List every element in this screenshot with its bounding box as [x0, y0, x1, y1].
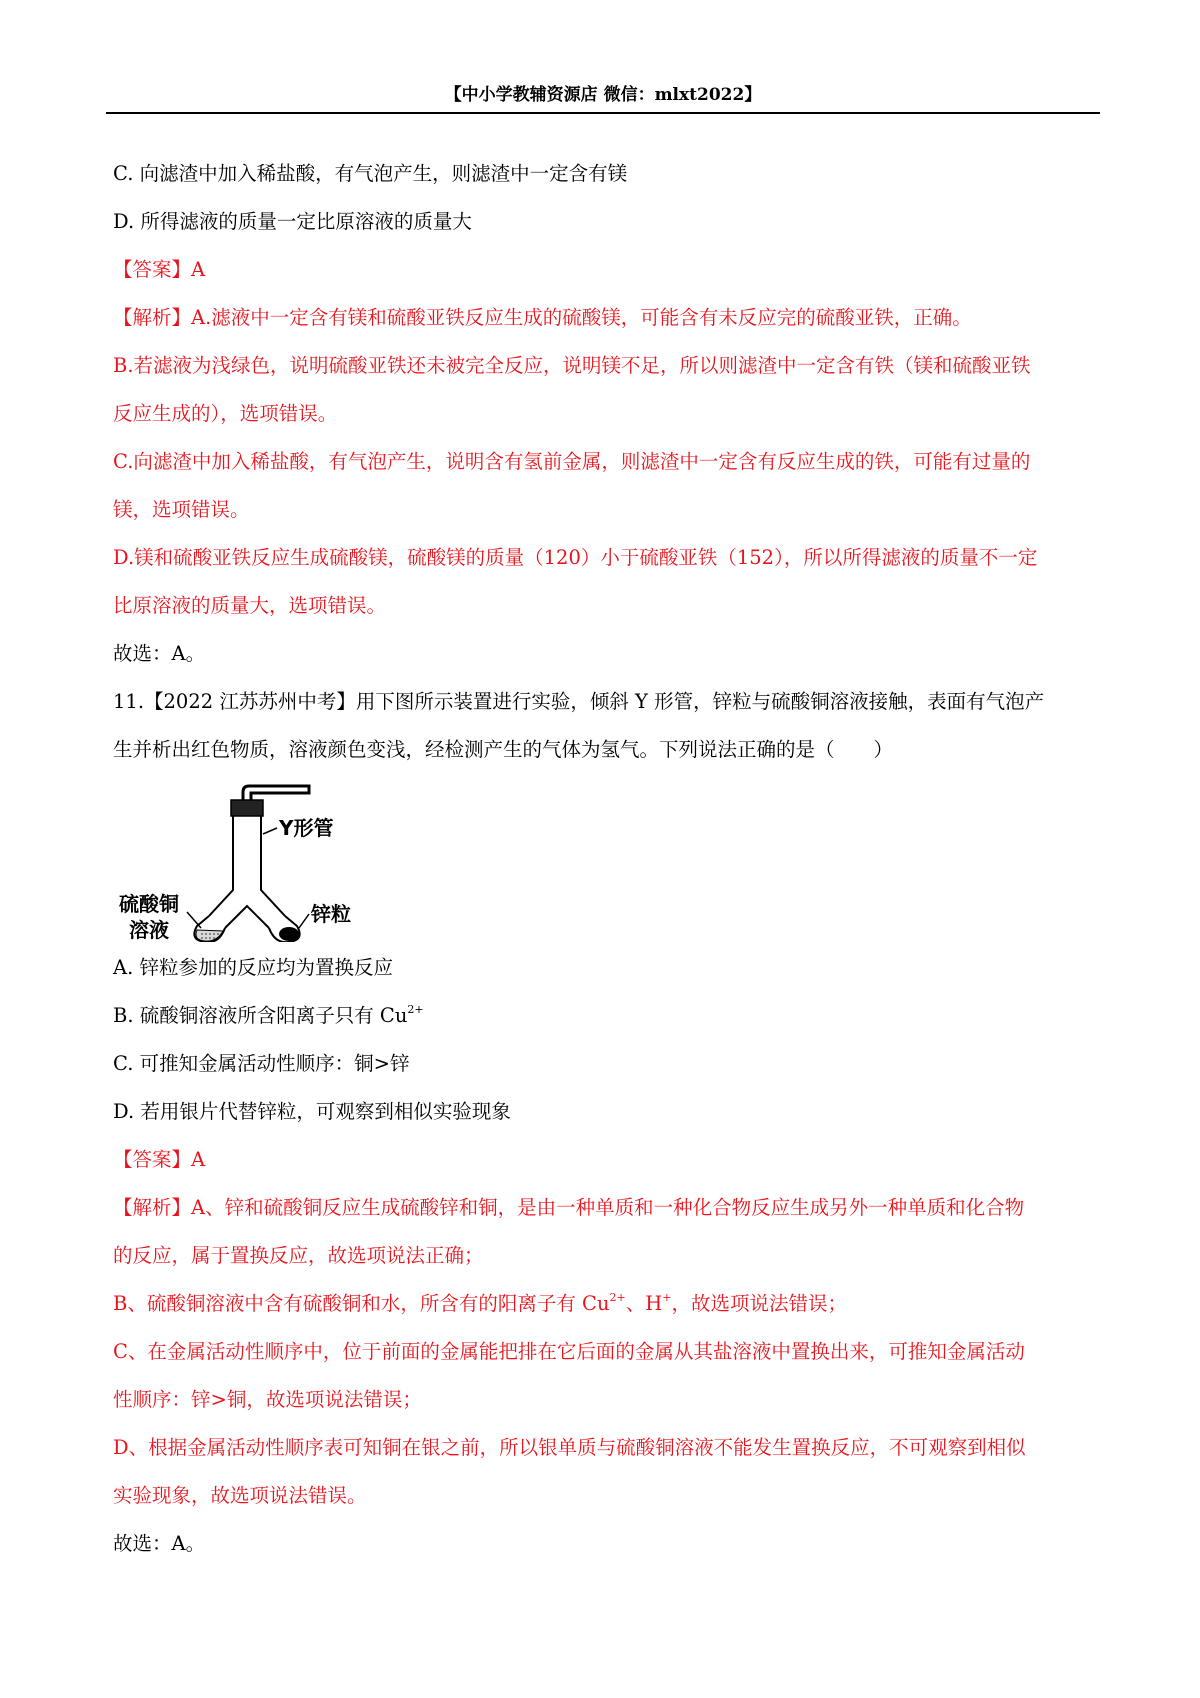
q10-choice: 故选：A。: [113, 642, 206, 665]
leader-tube: [263, 828, 277, 834]
copper-sulfate-solution: [196, 930, 223, 941]
q11-stem-line: 生并析出红色物质，溶液颜色变浅，经检测产生的气体为氢气。下列说法正确的是（ ）: [113, 738, 894, 761]
zinc-granules: [279, 927, 299, 941]
q11-analysis-line: D、根据金属活动性顺序表可知铜在银之前，所以银单质与硫酸铜溶液不能发生置换反应，不可观察到相似: [113, 1436, 1026, 1459]
q11-option-a: A. 锌粒参加的反应均为置换反应: [113, 956, 393, 979]
label-y-tube: Y形管: [279, 816, 334, 840]
q10-analysis-line: 镁，选项错误。: [113, 498, 250, 521]
q11-answer: 【答案】A: [113, 1148, 206, 1171]
q10-analysis-line: 【解析】A.滤液中一定含有镁和硫酸亚铁反应生成的硫酸镁，可能含有未反应完的硫酸亚铁，正确。: [113, 306, 972, 329]
y-tube-figure: [113, 778, 413, 942]
q10-analysis-line: 比原溶液的质量大，选项错误。: [113, 594, 387, 617]
q10-analysis-line: C.向滤渣中加入稀盐酸，有气泡产生，说明含有氢前金属，则滤渣中一定含有反应生成的铁，可能有过量的: [113, 450, 1031, 473]
analysis-b-pre: B、硫酸铜溶液中含有硫酸铜和水，所含有的阳离子有 Cu: [113, 1292, 610, 1315]
q10-answer: 【答案】A: [113, 258, 206, 281]
page-content: [113, 150, 1103, 1568]
q11-analysis-line: 性顺序：锌>铜，故选项说法错误；: [113, 1388, 422, 1411]
q11-option-c: C. 可推知金属活动性顺序：铜>锌: [113, 1052, 410, 1075]
q11-choice: 故选：A。: [113, 1532, 206, 1555]
q11-analysis-line: 的反应，属于置换反应，故选项说法正确；: [113, 1244, 484, 1267]
page-header: [106, 80, 1100, 114]
label-copper-sulfate: 硫酸铜: [119, 892, 179, 916]
y-tube-inner-fork: [225, 906, 269, 928]
q11-stem-line: 11.【2022 江苏苏州中考】用下图所示装置进行实验，倾斜 Y 形管，锌粒与硫酸铜溶液接触，表面有气泡产: [113, 690, 1045, 713]
cu-charge: 2+: [407, 1002, 424, 1016]
q10-option-c: C. 向滤渣中加入稀盐酸，有气泡产生，则滤渣中一定含有镁: [113, 162, 628, 185]
q11-analysis-line: C、在金属活动性顺序中，位于前面的金属能把排在它后面的金属从其盐溶液中置换出来，可推知金属活动: [113, 1340, 1025, 1363]
label-solution: 溶液: [129, 918, 169, 942]
q11-analysis-b: [113, 1280, 1103, 1328]
cu-charge: 2+: [609, 1290, 626, 1304]
q11-analysis-line: 【解析】A、锌和硫酸铜反应生成硫酸锌和铜，是由一种单质和一种化合物反应生成另外一种单质和化合物: [113, 1196, 1025, 1219]
q10-analysis-line: 反应生成的），选项错误。: [113, 402, 338, 425]
y-tube-left-wall: [209, 816, 233, 916]
analysis-b-mid: 、H: [625, 1292, 663, 1315]
stopper: [231, 800, 263, 816]
q11-analysis-line: 实验现象，故选项说法错误。: [113, 1484, 367, 1507]
q11-option-d: D. 若用银片代替锌粒，可观察到相似实验现象: [113, 1100, 511, 1123]
q10-analysis-line: B.若滤液为浅绿色，说明硫酸亚铁还未被完全反应，说明镁不足，所以则滤渣中一定含有铁（镁和硫酸亚铁: [113, 354, 1031, 377]
h-charge: +: [662, 1290, 672, 1304]
leader-solution: [187, 912, 201, 928]
label-zinc: 锌粒: [311, 902, 351, 926]
leader-zinc: [299, 914, 309, 928]
analysis-b-post: ，故选项说法错误；: [671, 1292, 847, 1315]
q10-analysis-line: D.镁和硫酸亚铁反应生成硫酸镁，硫酸镁的质量（120）小于硫酸亚铁（152），所以所得滤液的质量不一定: [113, 546, 1038, 569]
q11-option-b: [113, 992, 1103, 1040]
q10-option-d: D. 所得滤液的质量一定比原溶液的质量大: [113, 210, 472, 233]
header-text: 【中小学教辅资源店 微信：mlxt2022】: [444, 85, 762, 105]
option-b-text: B. 硫酸铜溶液所含阳离子只有 Cu: [113, 1004, 408, 1027]
